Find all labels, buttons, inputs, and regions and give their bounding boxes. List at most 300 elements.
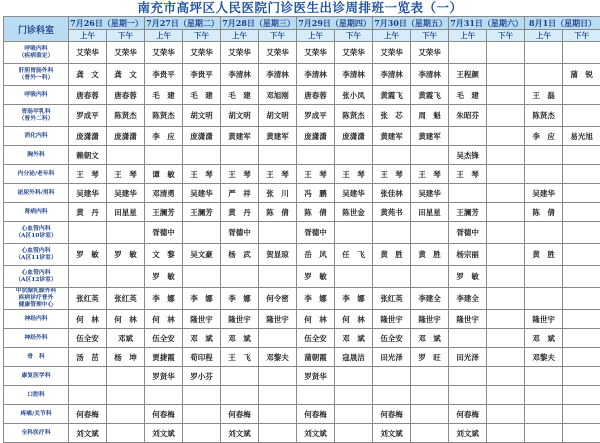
- doctor-cell: [411, 222, 449, 244]
- doctor-cell: 隆世宇: [449, 310, 487, 329]
- doctor-cell: 吴建华: [411, 184, 449, 203]
- doctor-cell: 李 娜: [183, 288, 221, 310]
- day-header: 7月27日（星期二）: [145, 17, 221, 30]
- dept-name-line: （普外二科）: [4, 116, 68, 123]
- doctor-cell: 王 琴: [259, 165, 297, 184]
- doctor-cell: 罗 敏: [145, 266, 183, 288]
- dept-name-line: 呼吸内科: [4, 92, 68, 99]
- doctor-cell: 邓斌: [107, 329, 145, 348]
- doctor-cell: 王 琴: [449, 165, 487, 184]
- doctor-cell: 罗小芬: [183, 367, 221, 386]
- doctor-cell: 朱昭芬: [449, 105, 487, 127]
- slot-header-pm: 下午: [487, 30, 525, 42]
- doctor-cell: 吴文豪: [183, 244, 221, 266]
- doctor-cell: [297, 146, 335, 165]
- doctor-cell: [259, 405, 297, 424]
- doctor-cell: 艾荣华: [259, 42, 297, 64]
- doctor-cell: 王 琴: [373, 165, 411, 184]
- doctor-cell: 艾荣华: [107, 42, 145, 64]
- doctor-cell: 邓黎夫: [259, 348, 297, 367]
- doctor-cell: [69, 266, 107, 288]
- doctor-cell: 邓 斌: [525, 329, 563, 348]
- table-row: [4, 86, 600, 105]
- doctor-cell: [411, 266, 449, 288]
- doctor-cell: 黄 胜: [525, 244, 563, 266]
- doctor-cell: 黄 丹: [221, 203, 259, 222]
- doctor-cell: 黄建军: [411, 127, 449, 146]
- dept-name: [4, 184, 69, 203]
- doctor-cell: 黄霞飞: [373, 86, 411, 105]
- dept-name-line: 全科医疗科: [4, 430, 68, 437]
- doctor-cell: 黄 胜: [373, 244, 411, 266]
- dept-name: [4, 42, 69, 64]
- doctor-cell: [335, 367, 373, 386]
- slot-header-am: 上午: [525, 30, 563, 42]
- slot-header-am: 上午: [373, 30, 411, 42]
- doctor-cell: 吴建华: [107, 184, 145, 203]
- doctor-cell: 庞潇潇: [335, 127, 373, 146]
- doctor-cell: 李 应: [525, 127, 563, 146]
- doctor-cell: 邓 斌: [411, 329, 449, 348]
- doctor-cell: 邓清勇: [145, 184, 183, 203]
- slot-header-am: 上午: [145, 30, 183, 42]
- doctor-cell: 罗 敏: [107, 244, 145, 266]
- dept-name-line: 神经内科: [4, 316, 68, 323]
- doctor-cell: [69, 386, 107, 405]
- doctor-cell: 胥德中: [297, 222, 335, 244]
- doctor-cell: [487, 165, 525, 184]
- page-title: 南充市高坪区人民医院门诊医生出诊周排班一览表（一）: [0, 0, 600, 16]
- doctor-cell: 唐春蓉: [297, 86, 335, 105]
- doctor-cell: 黄 胜: [411, 244, 449, 266]
- doctor-cell: 隆世宇: [259, 310, 297, 329]
- dept-name: [4, 310, 69, 329]
- doctor-cell: [107, 386, 145, 405]
- dept-name: [4, 146, 69, 165]
- doctor-cell: 邓 斌: [183, 329, 221, 348]
- doctor-cell: 杨宗丽: [449, 244, 487, 266]
- doctor-cell: [183, 424, 221, 443]
- doctor-cell: [487, 64, 525, 86]
- doctor-cell: 易光旭: [563, 127, 600, 146]
- doctor-cell: [563, 329, 600, 348]
- dept-name-line: 泌尿外科/男科: [4, 190, 68, 197]
- doctor-cell: 艾荣华: [69, 42, 107, 64]
- doctor-cell: 何春梅: [449, 405, 487, 424]
- doctor-cell: 李清林: [221, 64, 259, 86]
- doctor-cell: 伍全安: [373, 329, 411, 348]
- doctor-cell: 张红英: [373, 288, 411, 310]
- doctor-cell: 张小凤: [335, 86, 373, 105]
- doctor-cell: 王程颜: [449, 64, 487, 86]
- doctor-cell: 毛 建: [145, 86, 183, 105]
- slot-header-pm: 下午: [411, 30, 449, 42]
- doctor-cell: 胥德中: [145, 222, 183, 244]
- doctor-cell: [297, 386, 335, 405]
- doctor-cell: [487, 367, 525, 386]
- doctor-cell: [487, 222, 525, 244]
- doctor-cell: 张 芯: [373, 105, 411, 127]
- doctor-cell: 王 琴: [107, 165, 145, 184]
- doctor-cell: [487, 405, 525, 424]
- dept-name-line: 康复医学科: [4, 373, 68, 380]
- doctor-cell: [449, 184, 487, 203]
- doctor-cell: [221, 386, 259, 405]
- table-row: [4, 42, 600, 64]
- doctor-cell: 隆世宇: [525, 310, 563, 329]
- dept-name: [4, 222, 69, 244]
- doctor-cell: 伍全安: [145, 329, 183, 348]
- doctor-cell: 李贵平: [183, 64, 221, 86]
- doctor-cell: [525, 146, 563, 165]
- dept-name: [4, 386, 69, 405]
- table-row: [4, 64, 600, 86]
- dept-name: [4, 405, 69, 424]
- dept-name-line: 心血管内科: [4, 248, 68, 255]
- dept-name-line: 神经外科: [4, 335, 68, 342]
- doctor-cell: [335, 146, 373, 165]
- table-row: [4, 367, 600, 386]
- doctor-cell: 杨 武: [221, 244, 259, 266]
- dept-name-line: （A区11诊室）: [4, 255, 68, 262]
- doctor-cell: [373, 146, 411, 165]
- doctor-cell: 李清林: [411, 64, 449, 86]
- doctor-cell: [373, 367, 411, 386]
- doctor-cell: 杨 坤: [107, 348, 145, 367]
- doctor-cell: 隆世宇: [221, 310, 259, 329]
- doctor-cell: 任 飞: [335, 244, 373, 266]
- doctor-cell: 吴杰锋: [449, 146, 487, 165]
- doctor-cell: 王 琴: [335, 165, 373, 184]
- doctor-cell: 陈世金: [335, 203, 373, 222]
- table-row: [4, 288, 600, 310]
- doctor-cell: 罗成平: [69, 105, 107, 127]
- doctor-cell: 陈贤杰: [107, 105, 145, 127]
- doctor-cell: 李建全: [411, 288, 449, 310]
- doctor-cell: 李贵平: [145, 64, 183, 86]
- doctor-cell: [373, 222, 411, 244]
- doctor-cell: [525, 424, 563, 443]
- doctor-cell: [107, 266, 145, 288]
- doctor-cell: 隆世宇: [373, 310, 411, 329]
- doctor-cell: [487, 329, 525, 348]
- doctor-cell: 黄建军: [373, 127, 411, 146]
- table-row: [4, 203, 600, 222]
- dept-name: [4, 203, 69, 222]
- doctor-cell: 刘文斌: [69, 424, 107, 443]
- doctor-cell: [563, 386, 600, 405]
- day-header: 7月26日（星期一）: [69, 17, 145, 30]
- doctor-cell: [563, 42, 600, 64]
- doctor-cell: 冯 鹏: [297, 184, 335, 203]
- doctor-cell: 王澜芳: [449, 203, 487, 222]
- doctor-cell: [563, 105, 600, 127]
- doctor-cell: [563, 244, 600, 266]
- doctor-cell: 邓 斌: [221, 329, 259, 348]
- dept-name-line: 心血管内科: [4, 270, 68, 277]
- doctor-cell: 隆世宇: [183, 310, 221, 329]
- doctor-cell: 艾荣华: [145, 42, 183, 64]
- table-row: [4, 222, 600, 244]
- doctor-cell: 刘文斌: [449, 424, 487, 443]
- doctor-cell: [411, 424, 449, 443]
- dept-name-line: 口腔科: [4, 392, 68, 399]
- slot-header-pm: 下午: [107, 30, 145, 42]
- day-header: 7月28日（星期三）: [221, 17, 297, 30]
- doctor-cell: [563, 367, 600, 386]
- doctor-cell: [563, 165, 600, 184]
- doctor-cell: 田光泽: [449, 348, 487, 367]
- doctor-cell: [449, 367, 487, 386]
- doctor-cell: [411, 146, 449, 165]
- doctor-cell: 何春梅: [69, 405, 107, 424]
- doctor-cell: [221, 146, 259, 165]
- doctor-cell: [487, 348, 525, 367]
- day-header: 7月30日（星期五）: [373, 17, 449, 30]
- doctor-cell: [259, 146, 297, 165]
- doctor-cell: 何春梅: [221, 405, 259, 424]
- doctor-cell: 吴建华: [335, 184, 373, 203]
- doctor-cell: 李清林: [297, 64, 335, 86]
- doctor-cell: 毛 建: [449, 86, 487, 105]
- table-row: [4, 266, 600, 288]
- doctor-cell: [335, 266, 373, 288]
- doctor-cell: [259, 367, 297, 386]
- doctor-cell: 张 川: [259, 184, 297, 203]
- doctor-cell: 陈 倩: [297, 203, 335, 222]
- doctor-cell: [563, 266, 600, 288]
- doctor-cell: 李清林: [335, 64, 373, 86]
- doctor-cell: 田星星: [107, 203, 145, 222]
- doctor-cell: [107, 146, 145, 165]
- doctor-cell: 庞潇潇: [297, 127, 335, 146]
- doctor-cell: [487, 386, 525, 405]
- doctor-cell: [145, 146, 183, 165]
- dept-name-line: 呼吸内科: [4, 46, 68, 53]
- doctor-cell: [335, 386, 373, 405]
- dept-name-line: 骨 科: [4, 354, 68, 361]
- doctor-cell: 田星星: [411, 203, 449, 222]
- table-row: [4, 184, 600, 203]
- doctor-cell: 唐春蓉: [69, 86, 107, 105]
- day-header: 7月31日（星期六）: [449, 17, 525, 30]
- doctor-cell: 王 琴: [69, 165, 107, 184]
- doctor-cell: 黄 丹: [69, 203, 107, 222]
- doctor-cell: 龚 文: [69, 64, 107, 86]
- doctor-cell: [221, 367, 259, 386]
- dept-name-line: （A区10诊室）: [4, 233, 68, 240]
- doctor-cell: [525, 165, 563, 184]
- doctor-cell: 陈 倩: [259, 203, 297, 222]
- doctor-cell: 何 林: [297, 310, 335, 329]
- doctor-cell: [487, 86, 525, 105]
- doctor-cell: [107, 367, 145, 386]
- doctor-cell: 王 琴: [221, 165, 259, 184]
- table-row: [4, 105, 600, 127]
- doctor-cell: [259, 386, 297, 405]
- doctor-cell: [335, 405, 373, 424]
- doctor-cell: [259, 424, 297, 443]
- doctor-cell: 邓 斌: [335, 329, 373, 348]
- doctor-cell: 胡文明: [183, 105, 221, 127]
- doctor-cell: [107, 222, 145, 244]
- doctor-cell: [183, 405, 221, 424]
- doctor-cell: [487, 203, 525, 222]
- doctor-cell: 陈 倩: [525, 203, 563, 222]
- doctor-cell: [563, 203, 600, 222]
- doctor-cell: 庞潇潇: [183, 127, 221, 146]
- doctor-cell: 黄霞飞: [411, 86, 449, 105]
- doctor-cell: [563, 184, 600, 203]
- doctor-cell: 伍全安: [297, 329, 335, 348]
- doctor-cell: 王澜芳: [183, 203, 221, 222]
- slot-header-pm: 下午: [183, 30, 221, 42]
- doctor-cell: [449, 386, 487, 405]
- slot-header-am: 上午: [221, 30, 259, 42]
- doctor-cell: [487, 266, 525, 288]
- doctor-cell: [487, 244, 525, 266]
- doctor-cell: 何 林: [69, 310, 107, 329]
- doctor-cell: 张红英: [107, 288, 145, 310]
- doctor-cell: 艾荣华: [335, 42, 373, 64]
- doctor-cell: 吴建华: [183, 184, 221, 203]
- doctor-cell: 蒲朝霞: [297, 348, 335, 367]
- dept-name-line: 甲状腺乳腺外科: [4, 288, 68, 295]
- dept-name: [4, 424, 69, 443]
- roster-body: [4, 42, 600, 443]
- doctor-cell: 寇晟洁: [335, 348, 373, 367]
- doctor-cell: [183, 386, 221, 405]
- doctor-cell: 毛 建: [183, 86, 221, 105]
- doctor-cell: 李清林: [373, 64, 411, 86]
- doctor-cell: [107, 405, 145, 424]
- doctor-cell: 胥德中: [221, 222, 259, 244]
- dept-name-line: 胸外科: [4, 152, 68, 159]
- doctor-cell: [183, 222, 221, 244]
- doctor-cell: [259, 266, 297, 288]
- table-row: [4, 127, 600, 146]
- doctor-cell: 何令密: [259, 288, 297, 310]
- dept-name-line: （普外一科）: [4, 75, 68, 82]
- dept-name-line: 内分泌/老年科: [4, 171, 68, 178]
- doctor-cell: [221, 266, 259, 288]
- doctor-cell: 谭 敏: [145, 165, 183, 184]
- doctor-cell: 李 娜: [145, 288, 183, 310]
- doctor-cell: [259, 222, 297, 244]
- doctor-cell: 赖朝文: [69, 146, 107, 165]
- dept-name-line: （A区12诊室）: [4, 277, 68, 284]
- doctor-cell: 李清林: [259, 64, 297, 86]
- doctor-cell: [183, 266, 221, 288]
- slot-header-am: 上午: [449, 30, 487, 42]
- doctor-cell: [373, 386, 411, 405]
- table-row: [4, 424, 600, 443]
- table-row: [4, 405, 600, 424]
- dept-name: [4, 329, 69, 348]
- doctor-cell: 胡文明: [221, 105, 259, 127]
- doctor-cell: 张佳林: [373, 184, 411, 203]
- day-header: 7月29日（星期四）: [297, 17, 373, 30]
- table-row: [4, 348, 600, 367]
- doctor-cell: 何 林: [107, 310, 145, 329]
- doctor-cell: [563, 310, 600, 329]
- doctor-cell: [411, 405, 449, 424]
- doctor-cell: [487, 424, 525, 443]
- dept-name-line: 消化内科: [4, 133, 68, 140]
- doctor-cell: 李 娜: [221, 288, 259, 310]
- doctor-cell: [525, 42, 563, 64]
- slot-header-pm: 下午: [335, 30, 373, 42]
- doctor-cell: [525, 367, 563, 386]
- dept-name-line: 肝胆胃肠外科: [4, 68, 68, 75]
- doctor-cell: 胡文明: [259, 105, 297, 127]
- dept-name-line: （疾病鉴定）: [4, 53, 68, 60]
- doctor-cell: 蒲 锐: [563, 64, 600, 86]
- doctor-cell: 刘文斌: [297, 424, 335, 443]
- doctor-cell: 何春梅: [373, 405, 411, 424]
- table-row: [4, 329, 600, 348]
- doctor-cell: [487, 184, 525, 203]
- doctor-cell: 贺显琼: [259, 244, 297, 266]
- doctor-cell: 王 磊: [525, 86, 563, 105]
- doctor-cell: 艾荣华: [183, 42, 221, 64]
- doctor-cell: [145, 386, 183, 405]
- doctor-cell: 荀印程: [183, 348, 221, 367]
- doctor-cell: [563, 405, 600, 424]
- doctor-cell: 张红英: [69, 288, 107, 310]
- dept-name: [4, 64, 69, 86]
- doctor-cell: 刘文斌: [145, 424, 183, 443]
- doctor-cell: [487, 310, 525, 329]
- doctor-cell: 罗 敏: [449, 266, 487, 288]
- doctor-cell: [525, 222, 563, 244]
- doctor-cell: [525, 386, 563, 405]
- doctor-cell: 吴建华: [525, 184, 563, 203]
- table-row: [4, 146, 600, 165]
- slot-header-am: 上午: [69, 30, 107, 42]
- table-row: [4, 386, 600, 405]
- doctor-cell: 邓黎夫: [525, 348, 563, 367]
- dept-name: [4, 244, 69, 266]
- doctor-cell: [563, 86, 600, 105]
- doctor-cell: [563, 146, 600, 165]
- doctor-cell: 黄苑书: [373, 203, 411, 222]
- doctor-cell: [487, 105, 525, 127]
- doctor-cell: 陈贤杰: [145, 105, 183, 127]
- dept-name-line: 疾病诊疗普外: [4, 295, 68, 302]
- doctor-cell: 伍全安: [69, 329, 107, 348]
- doctor-cell: [487, 127, 525, 146]
- doctor-cell: 何 林: [335, 310, 373, 329]
- doctor-cell: 文 黎: [145, 244, 183, 266]
- doctor-cell: 黄建军: [259, 127, 297, 146]
- roster-table: [3, 16, 600, 443]
- doctor-cell: 严 祥: [221, 184, 259, 203]
- doctor-cell: [335, 222, 373, 244]
- doctor-cell: 何 林: [145, 310, 183, 329]
- doctor-cell: 刘文斌: [373, 424, 411, 443]
- doctor-cell: 罗 敏: [297, 266, 335, 288]
- dept-name-line: 肾病内科: [4, 209, 68, 216]
- doctor-cell: 王 飞: [221, 348, 259, 367]
- doctor-cell: 罗 敏: [69, 244, 107, 266]
- doctor-cell: 贾捷霞: [145, 348, 183, 367]
- doctor-cell: [525, 266, 563, 288]
- doctor-cell: [449, 42, 487, 64]
- dept-name: [4, 367, 69, 386]
- doctor-cell: 罗 旺: [411, 348, 449, 367]
- dept-name-line: 心血管内科: [4, 226, 68, 233]
